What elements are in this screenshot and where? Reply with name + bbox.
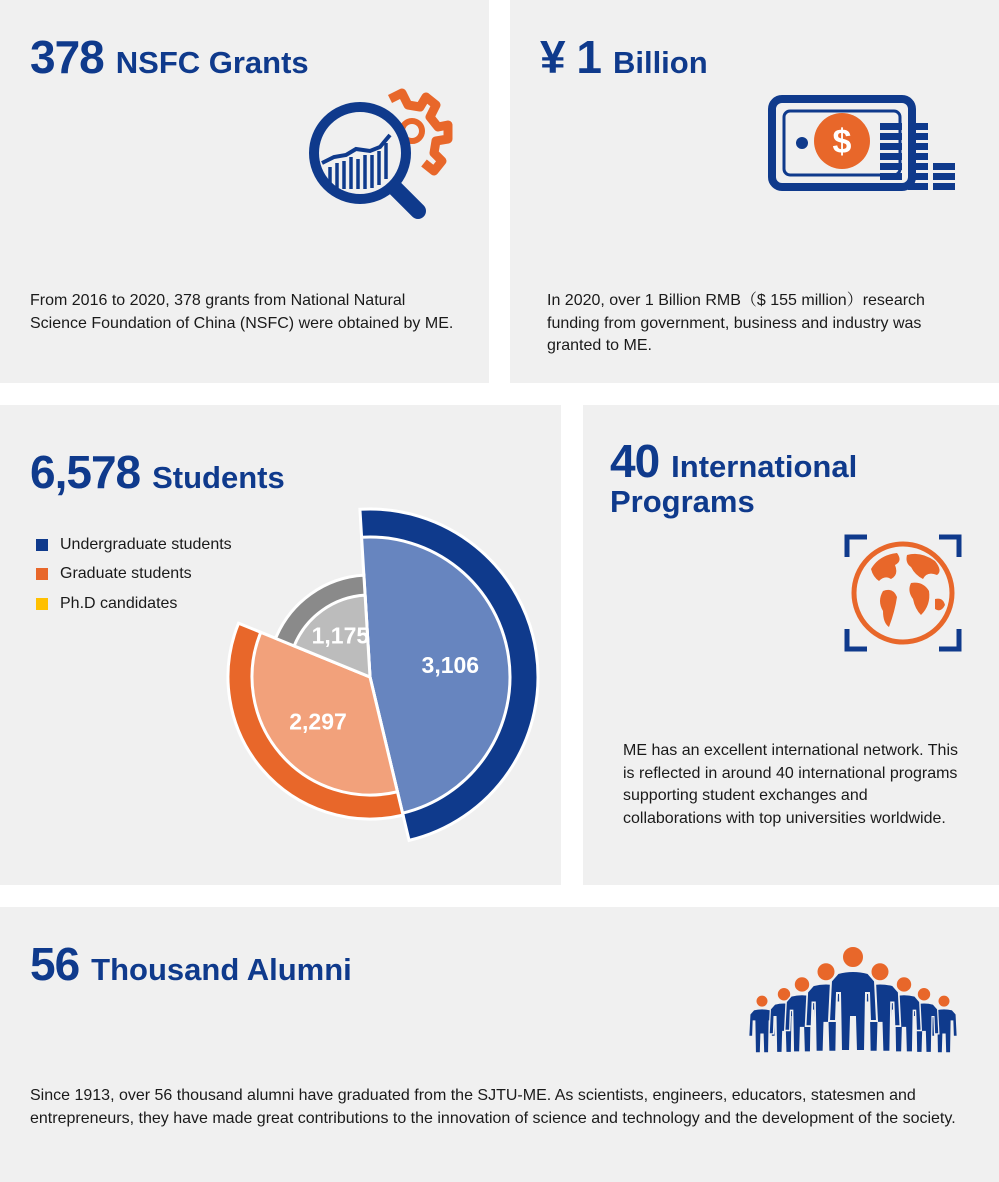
banknote-dollar-coins-icon: [768, 95, 958, 195]
funding-label: Billion: [612, 45, 708, 80]
chart-legend: [36, 530, 232, 619]
legend-label-graduate: Graduate students: [60, 565, 192, 583]
students-number: 6,578: [30, 446, 141, 498]
legend-item-graduate: [36, 560, 232, 590]
legend-swatch-undergraduate: [36, 539, 48, 551]
international-description: ME has an excellent international network. This is reflected in around 40 international programs supporting student exchanges and collaborations with top universities worldwide.: [623, 742, 958, 827]
grants-label: NSFC Grants: [115, 45, 309, 80]
people-crowd-icon: [748, 945, 958, 1055]
legend-label-undergraduate: Undergraduate students: [60, 535, 232, 553]
alumni-label: Thousand Alumni: [91, 952, 352, 987]
grants-number: 378: [30, 31, 104, 83]
students-label: Students: [152, 460, 285, 495]
legend-item-phd: [36, 589, 232, 619]
legend-label-phd: Ph.D candidates: [60, 594, 178, 612]
pie-data-label-phd: 1,175: [311, 622, 370, 649]
legend-swatch-graduate: [36, 568, 48, 580]
funding-headline: [540, 30, 708, 84]
alumni-description: Since 1913, over 56 thousand alumni have graduated from the SJTU-ME. As scientists, engineers, educators, statesmen and entrepreneurs, they have made great contributions to the innovation of science and technology and the development of the society.: [30, 1087, 956, 1127]
international-headline: [610, 435, 858, 521]
students-card: [0, 405, 561, 885]
international-label-line1: International: [671, 449, 858, 484]
funding-number: ¥ 1: [540, 31, 601, 83]
international-card: [583, 405, 999, 885]
pie-data-label-graduate: 2,297: [289, 708, 347, 735]
alumni-number: 56: [30, 938, 80, 990]
alumni-headline: [30, 937, 352, 991]
globe-icon: [845, 535, 961, 651]
pie-data-label-undergraduate: 3,106: [421, 652, 480, 679]
grants-headline: [30, 30, 309, 84]
alumni-card: [0, 907, 999, 1182]
grants-card: [0, 0, 489, 383]
funding-description: In 2020, over 1 Billion RMB（$ 155 million）research funding from government, business and industry was granted to ME.: [547, 292, 925, 354]
funding-card: [510, 0, 999, 383]
students-pie-chart: [220, 505, 550, 850]
international-number: 40: [610, 435, 660, 487]
legend-item-undergraduate: [36, 530, 232, 560]
grants-description: From 2016 to 2020, 378 grants from National Natural Science Foundation of China (NSFC) were obtained by ME.: [30, 292, 454, 332]
students-headline: [30, 445, 285, 499]
legend-swatch-phd: [36, 598, 48, 610]
svg-text:$: $: [832, 123, 852, 161]
international-label-line2: Programs: [610, 484, 755, 519]
magnifier-chart-gear-icon: [300, 85, 450, 230]
